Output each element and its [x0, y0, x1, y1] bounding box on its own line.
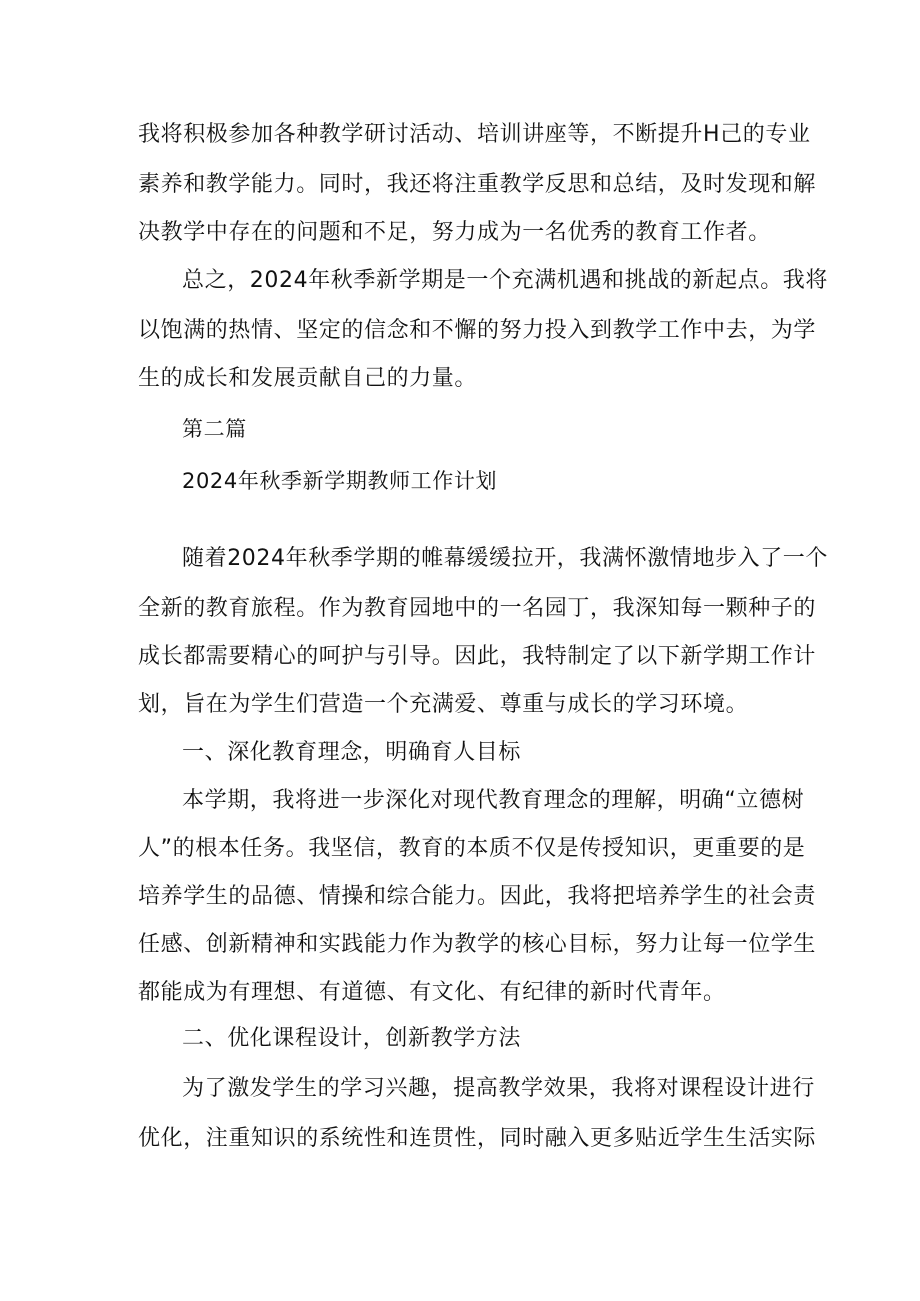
- paragraph-line: 我将积极参加各种教学研讨活动、培训讲座等，不断提升H己的专业: [138, 122, 811, 147]
- paragraph-line: 总之，2024年秋季新学期是一个充满机遇和挑战的新起点。我将: [182, 268, 828, 293]
- paragraph-line: 全新的教育旅程。作为教育园地中的一名园丁，我深知每一颗种子的: [138, 596, 817, 621]
- paragraph-line: 为了激发学生的学习兴趣，提高教学效果，我将对课程设计进行: [182, 1076, 815, 1101]
- heading-two: 二、优化课程设计，创新教学方法: [182, 1026, 522, 1051]
- paragraph-line: 决教学中存在的问题和不足，努力成为一名优秀的教育工作者。: [138, 220, 771, 245]
- paragraph-line: 随着2024年秋季学期的帷幕缓缓拉开，我满怀激情地步入了一个: [182, 546, 828, 571]
- section-title: 2024年秋季新学期教师工作计划: [182, 469, 498, 493]
- paragraph-line: 成长都需要精心的呵护与引导。因此，我特制定了以下新学期工作计: [138, 644, 817, 669]
- paragraph-line: 培养学生的品德、情操和综合能力。因此，我将把培养学生的社会责: [138, 884, 817, 909]
- paragraph-line: 都能成为有理想、有道德、有文化、有纪律的新时代青年。: [138, 980, 726, 1005]
- paragraph-line: 素养和教学能力。同时，我还将注重教学反思和总结，及时发现和解: [138, 172, 817, 197]
- paragraph-line: 生的成长和发展贡献自己的力量。: [138, 366, 478, 391]
- paragraph-line: 划，旨在为学生们营造一个充满爱、尊重与成长的学习环境。: [138, 692, 749, 717]
- paragraph-line: 以饱满的热情、坚定的信念和不懈的努力投入到教学工作中去，为学: [138, 318, 817, 343]
- heading-one: 一、深化教育理念，明确育人目标: [182, 740, 522, 765]
- section-label: 第二篇: [182, 417, 247, 441]
- paragraph-line: 优化，注重知识的系统性和连贯性，同时融入更多贴近学生生活实际: [138, 1126, 817, 1151]
- paragraph-line: 本学期，我将进一步深化对现代教育理念的理解，明确“立德树: [182, 788, 805, 813]
- paragraph-line: 人”的根本任务。我坚信，教育的本质不仅是传授知识，更重要的是: [138, 836, 806, 861]
- paragraph-line: 任感、创新精神和实践能力作为教学的核心目标，努力让每一位学生: [138, 932, 817, 957]
